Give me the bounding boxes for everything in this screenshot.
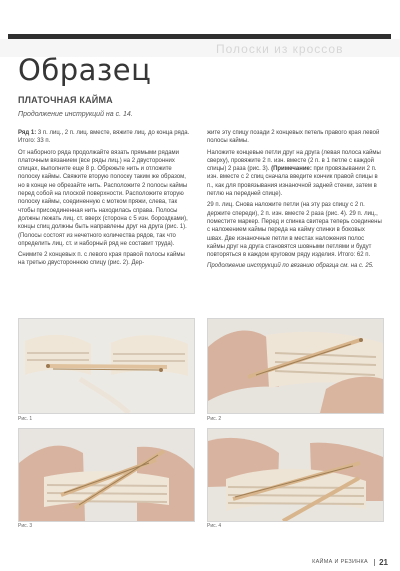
figure-4-caption: Рис. 4	[207, 523, 222, 529]
note-label: (Примечание:	[271, 166, 312, 173]
figure-2-image	[207, 318, 384, 414]
left-text-column	[18, 129, 193, 271]
row-1-text: 3 п. лиц., 2 п. лиц. вместе, вяжите лиц. до конца ряда. Итого: 33 п.	[18, 130, 190, 145]
right-paragraph-2	[207, 149, 382, 199]
right-paragraph-1: жите эту спицу позади 2 концевых петель правого края левой полосы каймы.	[207, 130, 380, 145]
figure-3-caption: Рис. 3	[18, 523, 33, 529]
left-paragraph-1	[18, 129, 193, 146]
page-number: 21	[379, 558, 388, 567]
page-title: Образец	[18, 53, 152, 87]
note-text: при провязывании 2 п. изн. вместе с 2 спиц сначала введите кончик правой спицы в п., как для провязывания изнаночной задней стенки, затем в петлю на передней спице).	[207, 166, 378, 198]
figure-4-image	[207, 428, 384, 522]
right-paragraph-3: 29 п. лиц. Снова наложите петли (на эту раз спицу с 2 п. держите спереди), 2 п. изн. вместе 2 раза (рис. 4). 29 п. лиц., поместите маркер. Перед и спинка свитера теперь соединены с наложением каймы переда на кайму спинки в боковых швах. Две изнаночные петли в местах наложения полос каймы друг на друга становятся шовными петлями и будут повторяться в каждом круговом ряду изделия. Итого: 62 п.	[207, 202, 382, 259]
knitting-photo-2	[208, 319, 383, 413]
knitting-photo-3	[19, 429, 194, 521]
right-paragraph-2-main: Наложите концевые петли друг на друга (левая полоса каймы сверху), провяжите 2 п. изн. вместе (2 п. в 1 петле с каждой спицы) 2 раза (рис. 3).	[207, 149, 381, 173]
figure-2-caption: Рис. 2	[207, 416, 222, 422]
knitting-photo-4	[208, 429, 383, 521]
right-paragraph-4: Продолжение инструкций по вязанию образца см. на с. 25.	[207, 263, 374, 270]
figure-3-image	[18, 428, 195, 522]
top-band	[0, 0, 400, 24]
footer-divider	[374, 559, 375, 566]
figure-1-image	[18, 318, 195, 414]
footer-section-label: КАЙМА И РЕЗИНКА	[312, 559, 368, 565]
continue-note: Продолжение инструкций на с. 14.	[18, 111, 133, 118]
row-1-label: Ряд 1:	[18, 130, 37, 136]
knitting-photo-1	[19, 319, 194, 413]
left-paragraph-2: От наборного ряда продолжайте вязать прямыми рядами платочным вязанием (все ряды лиц.) на 2 двусторонних спицах, выполните еще 8 р. Обрежьте нить и отложите полоску каймы. Свяжите вторую полоску таким же образом, но в конце не обрезайте нить. Расположите 2 полосы каймы перед собой на плоской поверхности. Расположите вторую полоску каймы, соединенную с мотком пряжи, слева, так чтобы присоединенная нить находилась справа. Полосы должны лежать лиц. ст. вверх (сторона с 5 изн. бороздками), концы спиц должны быть направлены друг на друга (рис. 1). (Полосы состоят из нечетного количества рядов, так что определить лиц. ст. и наборный ряд не составит труда).	[18, 149, 188, 247]
left-paragraph-3: Снимите 2 концевых п. с левого края правой полосы каймы на третью двустороннюю спицу (рис. 2). Дер-	[18, 252, 185, 267]
ghost-title: Полоски из кроссов	[216, 42, 344, 56]
right-text-column	[207, 129, 382, 274]
figure-1-caption: Рис. 1	[18, 416, 33, 422]
section-subtitle: ПЛАТОЧНАЯ КАЙМА	[18, 95, 113, 105]
